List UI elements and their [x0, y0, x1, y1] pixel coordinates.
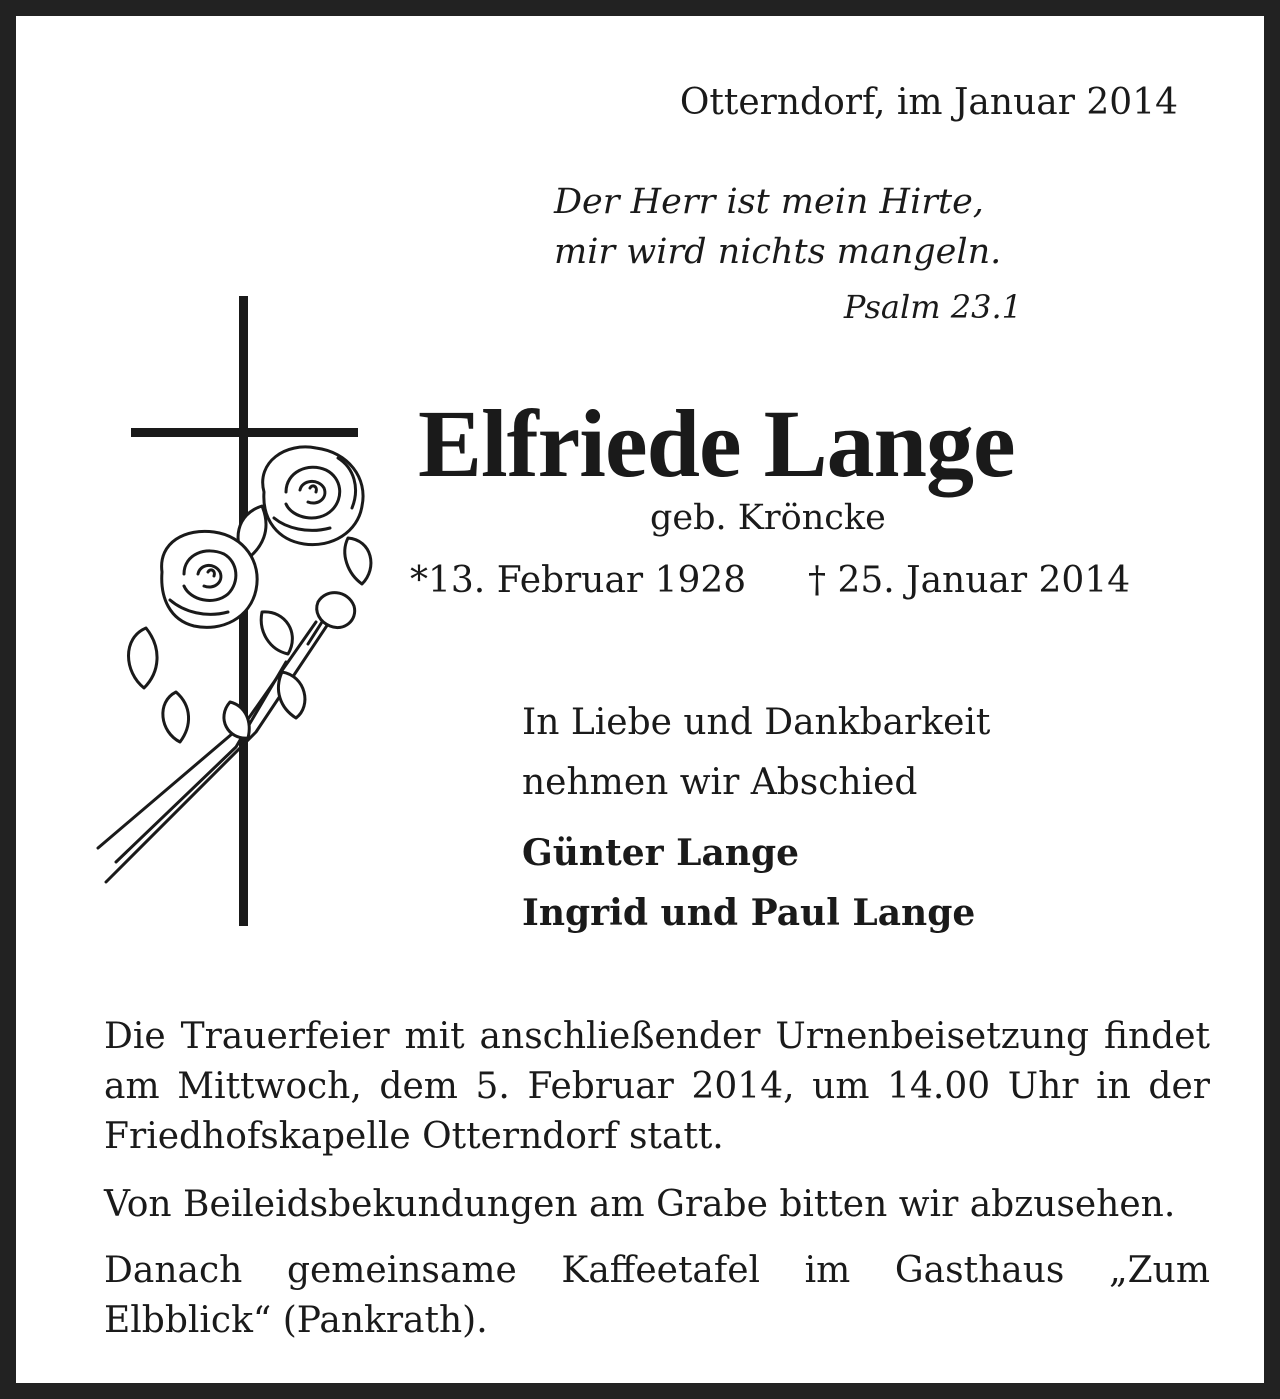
- cross-with-roses-illustration: [86, 292, 376, 932]
- coffee-info: Danach gemeinsame Kaffeetafel im Gasthaus „Zum Elbblick“ (Pankrath).: [104, 1250, 1210, 1341]
- farewell-line-1: In Liebe und Dankbarkeit: [522, 702, 991, 743]
- funeral-info: Die Trauerfeier mit anschließender Urnenbeisetzung findet am Mittwoch, dem 5. Februar 2014, um 14.00 Uhr in der Friedhofskapelle Otterndorf statt.: [104, 1016, 1210, 1157]
- psalm-reference: Psalm 23.1: [843, 288, 1022, 326]
- roses-icon: [98, 447, 371, 882]
- mourner-name: Ingrid und Paul Lange: [522, 892, 976, 934]
- psalm-line-2: mir wird nichts mangeln.: [554, 232, 1002, 272]
- death-date: † 25. Januar 2014: [808, 560, 1131, 601]
- farewell-line-2: nehmen wir Abschied: [522, 762, 918, 803]
- maiden-name: geb. Kröncke: [650, 498, 886, 538]
- condolence-note: Von Beileidsbekundungen am Grabe bitten wir abzusehen.: [104, 1184, 1176, 1225]
- psalm-line-1: Der Herr ist mein Hirte,: [554, 182, 984, 222]
- place-date: Otterndorf, im Januar 2014: [679, 82, 1178, 123]
- birth-date: *13. Februar 1928: [410, 560, 747, 601]
- mourner-name: Günter Lange: [522, 832, 800, 874]
- deceased-name: Elfriede Lange: [418, 390, 1015, 497]
